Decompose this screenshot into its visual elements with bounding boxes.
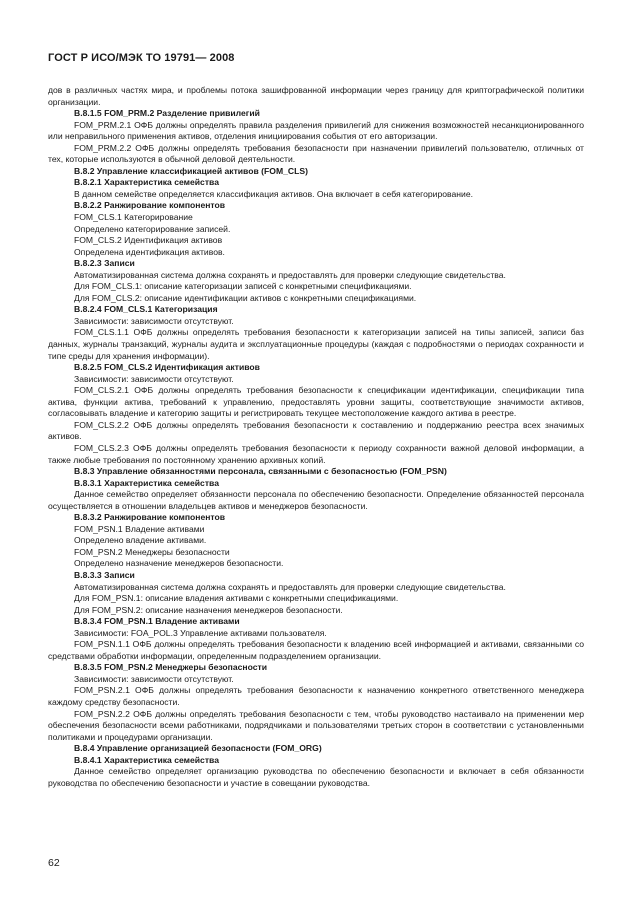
body-paragraph: FOM_PRM.2.1 ОФБ должны определять правила разделения привилегий для снижения возможностей несанкционированного или неправильного применения активов, отделения инициирования события от его авторизации. <box>48 119 584 142</box>
body-paragraph: Для FOM_PSN.2: описание назначения менеджеров безопасности. <box>74 604 343 615</box>
body-paragraph: Зависимости: зависимости отсутствуют. <box>74 315 234 326</box>
body-paragraph: дов в различных частях мира, и проблемы потока зашифрованной информации через границу для криптографической политики организации. <box>48 85 584 107</box>
section-heading: B.8.2 Управление классификацией активов (FOM_CLS) <box>74 165 308 176</box>
body-paragraph: Для FOM_CLS.2: описание идентификации активов с конкретными спецификациями. <box>74 292 417 303</box>
body-paragraph: FOM_PSN.1 Владение активами <box>74 523 205 534</box>
body-paragraph: FOM_CLS.2.1 ОФБ должны определять требования безопасности к спецификации идентификации, спецификации типа актива, функции актива, требований к управлению, предоставлять уровни защиты, соответствующие значимости активов, согласовывать владение и категорию защиты и регистрировать текущее местоположение каждого актива в реестре. <box>48 385 584 419</box>
body-paragraph: Автоматизированная система должна сохранять и предоставлять для проверки следующие свидетельства. <box>74 581 506 592</box>
body-paragraph: FOM_PRM.2.2 ОФБ должны определять требования безопасности при назначении привилегий пользователю, отличных от тех, которые используются в обычной деловой деятельности. <box>48 142 584 165</box>
section-heading: B.8.3.1 Характеристика семейства <box>74 477 219 488</box>
body-paragraph: Определено назначение менеджеров безопасности. <box>74 558 284 569</box>
section-heading: B.8.2.5 FOM_CLS.2 Идентификация активов <box>74 362 260 373</box>
section-heading: B.8.2.4 FOM_CLS.1 Категоризация <box>74 304 218 315</box>
body-paragraph: Зависимости: FOA_POL.3 Управление активами пользователя. <box>74 627 327 638</box>
body-paragraph: FOM_CLS.2.3 ОФБ должны определять требования безопасности к периоду сохранности важной деловой информации, а также любые требования по постоянному хранению архивных копий. <box>48 442 584 465</box>
body-paragraph: Определена идентификация активов. <box>74 246 225 257</box>
section-heading: B.8.3.3 Записи <box>74 569 135 580</box>
body-paragraph: Автоматизированная система должна сохранять и предоставлять для проверки следующие свидетельства. <box>74 269 506 280</box>
body-paragraph: FOM_PSN.2.1 ОФБ должны определять требования безопасности к назначению конкретного ответственного менеджера каждому средству безопасности. <box>48 685 584 707</box>
body-paragraph: Данное семейство определяет обязанности персонала по обеспечению безопасности. Определение обязанностей персонала осуществляется в отношении владельцев активов и менеджеров безопасности. <box>48 489 584 511</box>
body-paragraph: В данном семействе определяется классификация активов. Она включает в себя категорирование. <box>74 188 473 199</box>
running-header: ГОСТ Р ИСО/МЭК ТО 19791— 2008 <box>48 52 235 64</box>
body-paragraph: Данное семейство определяет организацию руководства по обеспечению безопасности и включает в себя обязанности руководства по обеспечению безопасности и участие в совещании руководства. <box>48 766 584 788</box>
body-paragraph: Для FOM_PSN.1: описание владения активами с конкретными спецификациями. <box>74 593 399 604</box>
body-paragraph: FOM_CLS.2 Идентификация активов <box>74 235 223 246</box>
body-paragraph: Определено владение активами. <box>74 535 207 546</box>
section-heading: B.8.3.5 FOM_PSN.2 Менеджеры безопасности <box>74 662 268 673</box>
section-heading: B.8.3.4 FOM_PSN.1 Владение активами <box>74 616 240 627</box>
section-heading: B.8.2.1 Характеристика семейства <box>74 177 219 188</box>
section-heading: B.8.4 Управление организацией безопасности (FOM_ORG) <box>74 743 322 754</box>
section-heading: B.8.2.3 Записи <box>74 258 135 269</box>
section-heading: B.8.3.2 Ранжирование компонентов <box>74 512 226 523</box>
section-heading: B.8.1.5 FOM_PRM.2 Разделение привилегий <box>74 108 260 119</box>
body-paragraph: FOM_CLS.1 Категорирование <box>74 212 193 223</box>
page-number: 62 <box>48 857 60 869</box>
body-paragraph: FOM_CLS.2.2 ОФБ должны определять требования безопасности к составлению и поддержанию реестра всех значимых активов. <box>48 419 584 442</box>
body-paragraph: Определено категорирование записей. <box>74 223 231 234</box>
section-heading: B.8.3 Управление обязанностями персонала, связанными с безопасностью (FOM_PSN) <box>74 466 447 477</box>
section-heading: B.8.2.2 Ранжирование компонентов <box>74 200 226 211</box>
body-paragraph: FOM_CLS.1.1 ОФБ должны определять требования безопасности к категоризации записей на типы записей, записи баз данных, журналы транзакций, журналы аудита и эксплуатационные процедуры (каждая с подробностями о периодах сохранности и типе среды для хранения информации). <box>48 327 584 361</box>
body-paragraph: FOM_PSN.2 Менеджеры безопасности <box>74 546 230 557</box>
body-paragraph: Для FOM_CLS.1: описание категоризации записей с конкретными спецификациями. <box>74 281 412 292</box>
body-paragraph: Зависимости: зависимости отсутствуют. <box>74 673 234 684</box>
document-body <box>48 85 584 789</box>
section-heading: B.8.4.1 Характеристика семейства <box>74 754 219 765</box>
body-paragraph: Зависимости: зависимости отсутствуют. <box>74 373 234 384</box>
body-paragraph: FOM_PSN.2.2 ОФБ должны определять требования безопасности с тем, чтобы руководство настаивало на применении мер обеспечения безопасности всеми работниками, подрядчиками и пользователями третьих сторон в соответствии с установленными политиками и процедурами организации. <box>48 708 584 742</box>
body-paragraph: FOM_PSN.1.1 ОФБ должны определять требования безопасности к владению всей информацией и активами, связанными со средствами обработки информации, определенным подразделением организации. <box>48 639 584 661</box>
